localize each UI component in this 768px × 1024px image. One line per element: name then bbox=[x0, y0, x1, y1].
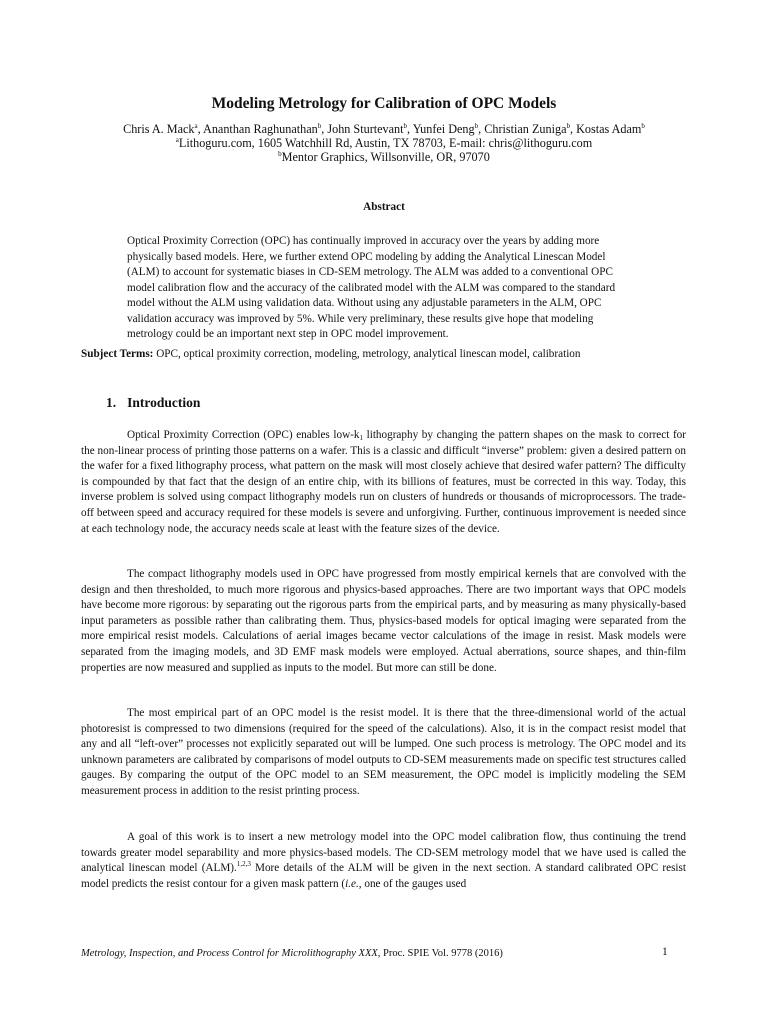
subject-terms-text: OPC, optical proximity correction, modeling, metrology, analytical linescan model, calibration bbox=[153, 348, 581, 360]
author-name: Ananthan Raghunathan bbox=[203, 122, 318, 136]
abstract-line: physically based models. Here, we further extend OPC modeling by adding the Analytical Linescan Model bbox=[127, 250, 606, 263]
paragraph-3: The most empirical part of an OPC model is the resist model. It is there that the three-dimensional world of the actual photoresist is compressed to two dimensions (required for the speed of the calculations). Also, it is in the compact resist model that any and all “left-over” processes not explicitly separated out will be lumped. One such process is metrology. The OPC model and its unknown parameters are calibrated by comparisons of model outputs to CD-SEM measurements made on specific test structures called gauges. By comparing the output of the OPC model to an SEM measurement, the OPC model is implicitly modeling the SEM measurement process in addition to the resist printing process. bbox=[81, 707, 686, 797]
author-block bbox=[0, 122, 768, 164]
abstract-heading: Abstract bbox=[363, 201, 405, 213]
subject-terms-label: Subject Terms: bbox=[81, 348, 154, 360]
author-name: Kostas Adam bbox=[576, 122, 642, 136]
paragraph-4: A goal of this work is to insert a new metrology model into the OPC model calibration flow, thus continuing the trend towards greater model separability and more physics-based models. The CD-SEM metrology model that we have used is called the analytical linescan model (ALM).$^{1,2,3}$ More details of the ALM will be given in the next section. A standard calibrated OPC resist model predicts the resist contour for a given mask pattern (i.e., one of the gauges used bbox=[81, 831, 686, 890]
abstract-line: model without the ALM using validation data. Without using any adjustable parameters in the ALM, OPC bbox=[127, 297, 602, 309]
author-name: Christian Zuniga bbox=[484, 122, 567, 136]
author-name: John Sturtevant bbox=[327, 122, 404, 136]
author-name: Chris A. Mack bbox=[123, 122, 195, 136]
abstract-line: model calibration flow and the accuracy of the calibrated model with the ALM was compared to the standard bbox=[127, 281, 616, 294]
abstract-line: metrology could be an important next step in OPC model improvement. bbox=[127, 328, 449, 340]
abstract-line: validation accuracy was improved by 5%. While very preliminary, these results give hope that modeling bbox=[127, 312, 594, 325]
author-affiliation-mark: b bbox=[403, 122, 408, 130]
abstract-line: (ALM) to account for systematic biases in CD-SEM metrology. The ALM was added to a conventional OPC bbox=[127, 266, 613, 278]
section-title: Introduction bbox=[127, 395, 201, 410]
paper-title: Modeling Metrology for Calibration of OPC Models bbox=[211, 95, 557, 112]
author-list: Chris A. Mack$^a$, Ananthan Raghunathan$^b$, John Sturtevant$^b$, Yunfei Deng$^b$, Christian Zuniga$^b$, Kostas Adam$^b$ bbox=[123, 122, 645, 136]
page-number: 1 bbox=[662, 946, 668, 958]
author-affiliation-mark: b bbox=[641, 122, 645, 130]
page-footer bbox=[81, 948, 503, 959]
paragraph-2: The compact lithography models used in OPC have progressed from mostly empirical kernels that are convolved with the design and then thresholded, to much more rigorous and physics-based approaches. There are two important ways that OPC models have become more rigorous: by separating out the rigorous parts from the empirical parts, and by measuring as many physically-based input parameters as possible rather than calibrating them. Thus, physics-based models for optical imaging were separated from the more empirical resist models. Calculations of aerial images became vector calculations of the image in resist. Mask models were separated from the imaging models, and 3D EMF mask models were employed. Actual aberrations, source shapes, and thin-film properties are now measured and supplied as inputs to the model. But more can still be done. bbox=[81, 568, 686, 674]
section-heading bbox=[106, 395, 200, 411]
affiliation-a: $^a$Lithoguru.com, 1605 Watchhill Rd, Austin, TX 78703, E-mail: chris@lithoguru.com bbox=[175, 136, 593, 150]
author-affiliation-mark: b bbox=[566, 122, 570, 130]
affiliation-b: $^b$Mentor Graphics, Willsonville, OR, 97070 bbox=[278, 150, 490, 164]
paragraph-1: Optical Proximity Correction (OPC) enables low-$k_1$ lithography by changing the pattern shapes on the mask to correct for the non-linear process of printing those patterns on a wafer. This is a classic and difficult “inverse” problem: given a desired pattern on the wafer for a fixed lithography process, what pattern on the mask will most closely achieve that desired wafer pattern? The difficulty is compounded by that fact that the design of an entire chip, with its billions of features, must be corrected in this way. Today, this inverse problem is solved using compact lithography models run on clusters of hundreds or thousands of microprocessors. The trade-off between speed and accuracy required for these models is severe and unforgiving. Further, continuous improvement is needed since at each technology node, the accuracy needs scale at least with the feature sizes of the device. bbox=[81, 429, 686, 535]
proceedings-info: , Proc. SPIE Vol. 9778 (2016) bbox=[377, 948, 503, 959]
author-affiliation-mark: b bbox=[474, 122, 479, 130]
subject-terms bbox=[81, 348, 701, 360]
author-affiliation-mark: b bbox=[317, 122, 322, 130]
author-name: Yunfei Deng bbox=[412, 122, 475, 136]
journal-name: Metrology, Inspection, and Process Control for Microlithography XXX bbox=[81, 948, 378, 959]
abstract-body bbox=[127, 234, 657, 343]
author-affiliation-mark: a bbox=[194, 122, 198, 130]
abstract-line: Optical Proximity Correction (OPC) has continually improved in accuracy over the years by adding more bbox=[127, 235, 600, 247]
section-number: 1. bbox=[106, 395, 117, 410]
